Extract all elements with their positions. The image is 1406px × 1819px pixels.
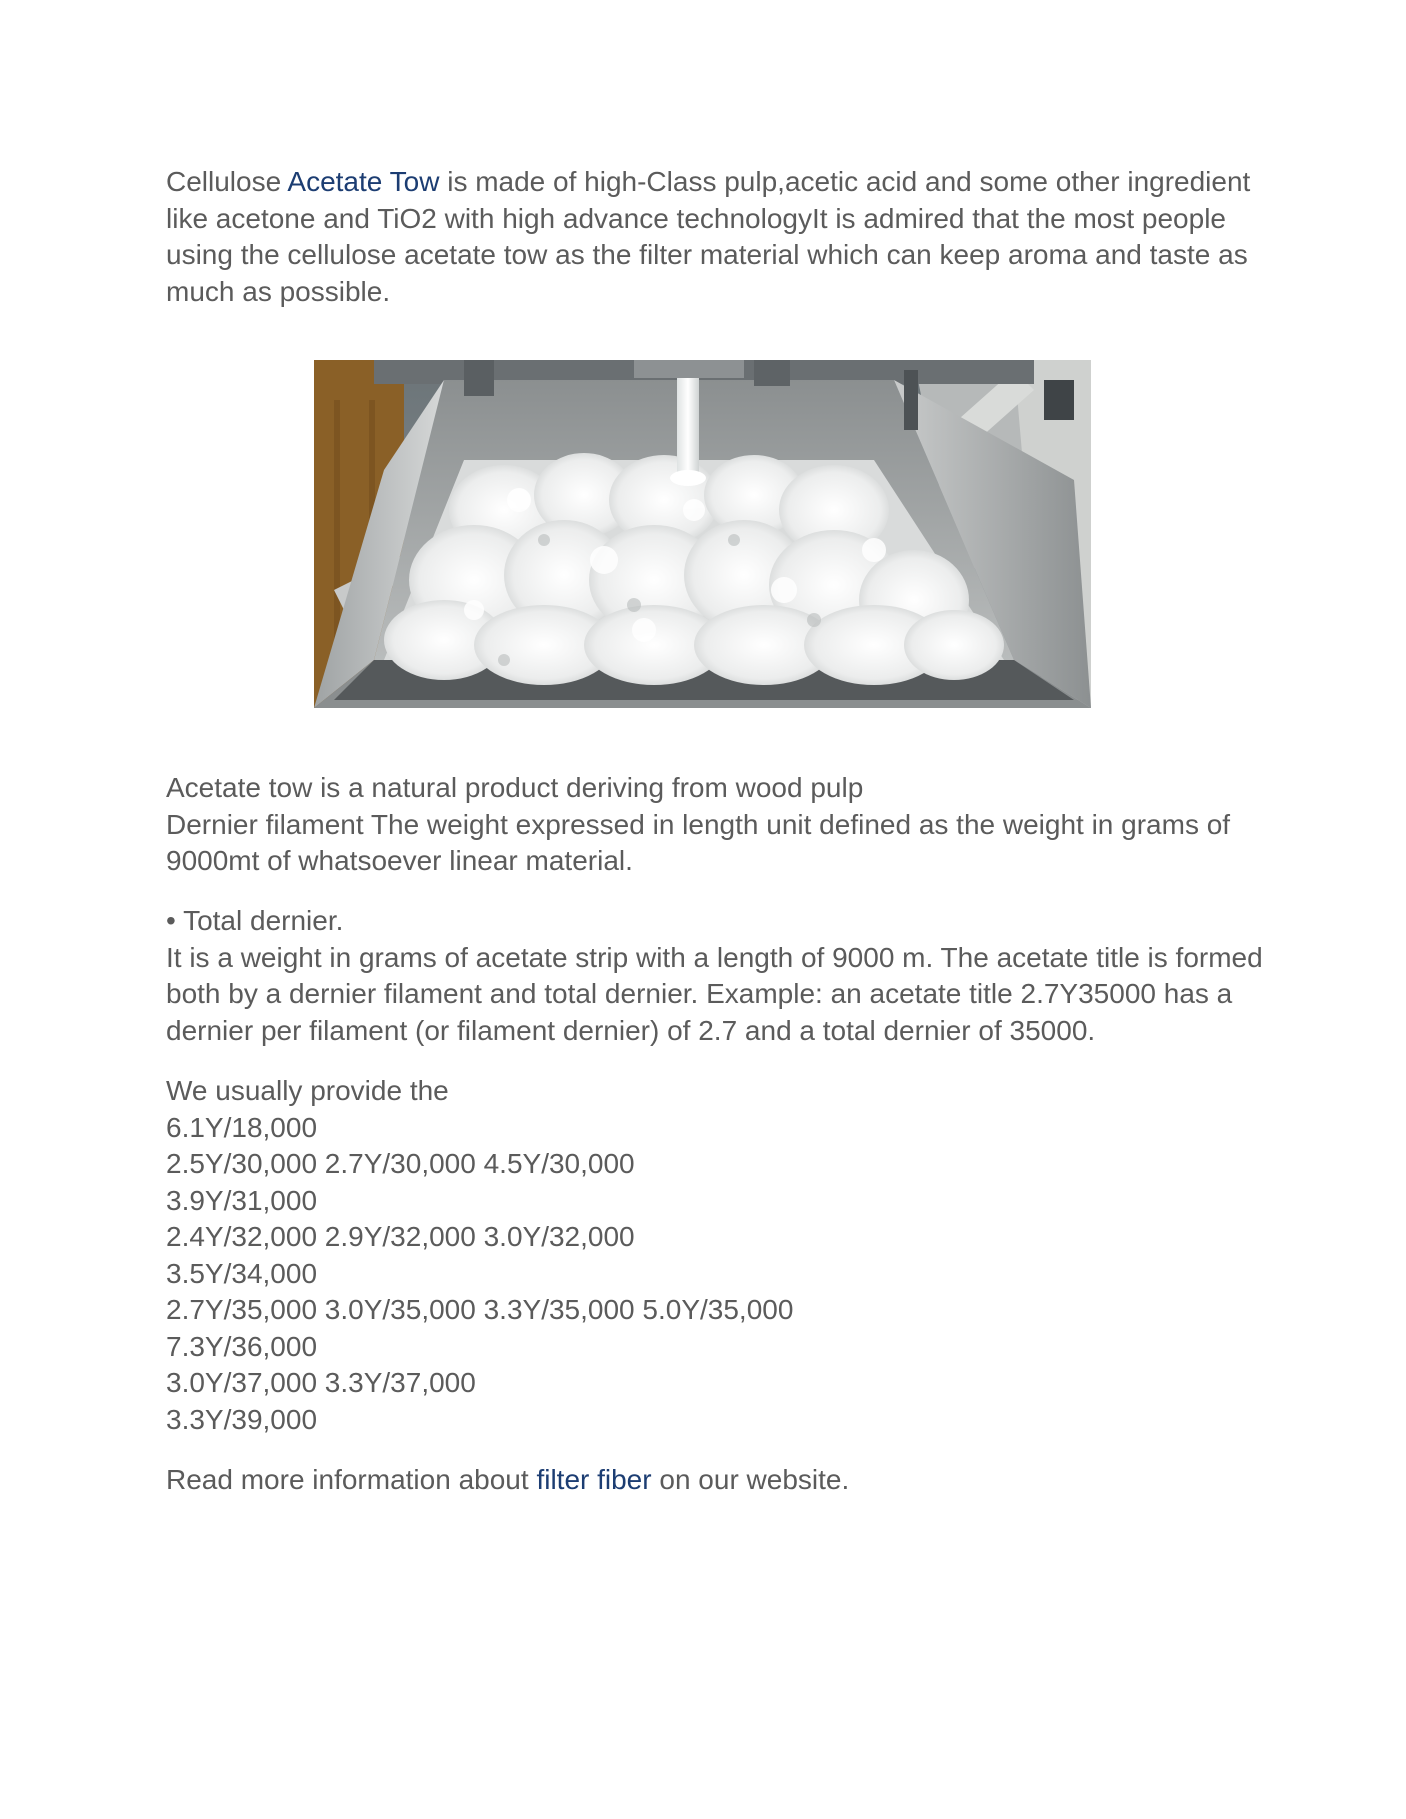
read-more-suffix: on our website. [651, 1464, 850, 1495]
provide-intro: We usually provide the [166, 1075, 449, 1106]
spec-line: 2.7Y/35,000 3.0Y/35,000 3.3Y/35,000 5.0Y/35,000 [166, 1294, 794, 1325]
intro-suffix: is made of high-Class pulp,acetic acid and some other ingredient like acetone and TiO2 with high advance technologyIt is admired that the most people using the cellulose acetate tow as the filter material which can keep aroma and taste as much as possible. [166, 166, 1251, 307]
about-line-2: Dernier filament The weight expressed in length unit defined as the weight in grams of 9000mt of whatsoever linear material. [166, 808, 1231, 876]
provided-specs-section [166, 1073, 1266, 1438]
spec-line: 3.0Y/37,000 3.3Y/37,000 [166, 1367, 476, 1398]
intro-prefix: Cellulose [166, 166, 288, 197]
acetate-tow-link[interactable]: Acetate Tow [287, 166, 440, 197]
spec-line: 7.3Y/36,000 [166, 1330, 318, 1362]
read-more-paragraph [166, 1462, 1266, 1499]
about-paragraph [166, 770, 1266, 880]
spec-line: 3.3Y/39,000 [166, 1403, 318, 1435]
total-dernier-section [166, 903, 1266, 1049]
spec-line: 3.5Y/34,000 [166, 1257, 318, 1289]
acetate-tow-photo [314, 360, 1091, 708]
spec-line: 3.9Y/31,000 [166, 1184, 318, 1216]
read-more-prefix: Read more information about [166, 1464, 537, 1495]
total-dernier-heading: • Total dernier. [166, 905, 344, 936]
about-line-1: Acetate tow is a natural product deriving from wood pulp [166, 772, 864, 803]
filter-fiber-link[interactable]: filter fiber [536, 1464, 652, 1495]
intro-paragraph [166, 164, 1256, 310]
spec-line: 6.1Y/18,000 [166, 1111, 318, 1143]
spec-line: 2.5Y/30,000 2.7Y/30,000 4.5Y/30,000 [166, 1148, 635, 1179]
spec-line: 2.4Y/32,000 2.9Y/32,000 3.0Y/32,000 [166, 1221, 635, 1252]
total-dernier-body: It is a weight in grams of acetate strip with a length of 9000 m. The acetate title is formed both by a dernier filament and total dernier. Example: an acetate title 2.7Y35000 has a dernier per filament (or filament dernier) of 2.7 and a total dernier of 35000. [166, 941, 1263, 1046]
